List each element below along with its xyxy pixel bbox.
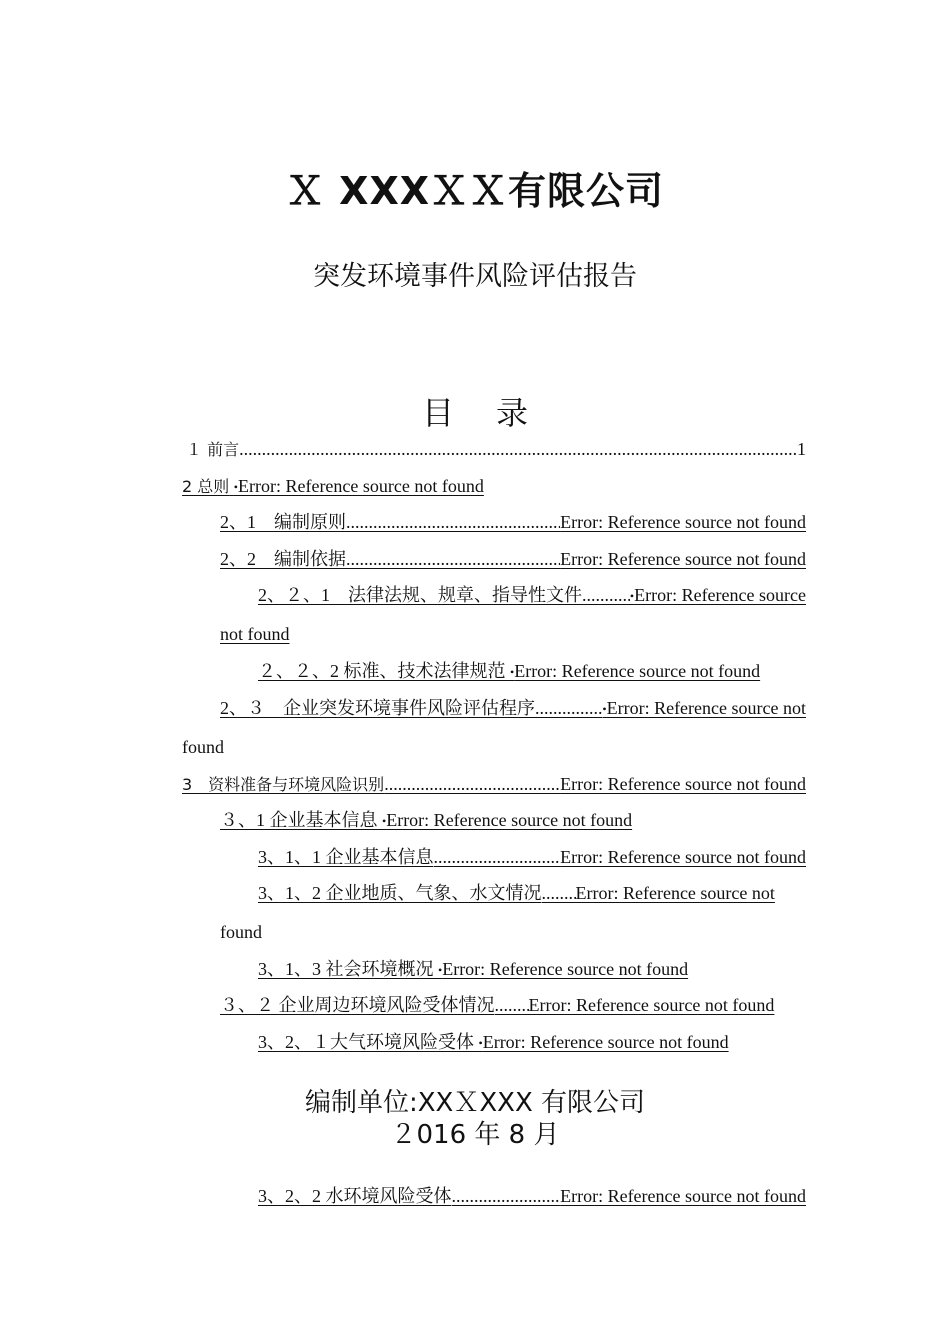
toc-entry[interactable] — [220, 510, 806, 534]
toc-entry-page: Error: Reference source not — [575, 883, 775, 903]
toc-entry[interactable] — [258, 1030, 760, 1055]
toc-entry-label: 2、３ 企业突发环境事件风险评估程序 — [220, 698, 535, 718]
report-date: ２016 年 8 月 — [390, 1120, 560, 1150]
toc-entry-continuation: not found — [220, 624, 290, 644]
toc-entry[interactable] — [258, 1184, 806, 1208]
toc-leader-dots — [452, 1184, 561, 1208]
compiling-unit: 编制单位:XXＸXXX 有限公司 — [304, 1088, 646, 1118]
toc-entry[interactable] — [258, 845, 806, 869]
toc-entry[interactable] — [186, 437, 806, 462]
toc-entry-page: Error: Reference source — [634, 585, 806, 605]
toc-leader-dots — [495, 993, 529, 1017]
toc-leader-dots — [384, 772, 560, 796]
toc-entry-label: 2 总则 — [182, 477, 230, 496]
toc-leader-dots — [434, 845, 561, 869]
toc-entry-page: Error: Reference source not found — [560, 1186, 806, 1206]
company-title: Ｘ XXXＸＸ有限公司 — [285, 169, 665, 213]
toc-entry-page: Error: Reference source not found — [560, 549, 806, 569]
toc-entry-mark: • — [478, 1036, 483, 1050]
toc-entry-page: Error: Reference source not found — [237, 476, 484, 496]
toc-entry-mark: • — [233, 480, 238, 494]
toc-entry[interactable] — [258, 583, 806, 608]
toc-entry-mark: • — [382, 814, 387, 828]
toc-entry[interactable] — [258, 659, 792, 684]
toc-entry[interactable] — [220, 993, 806, 1017]
toc-entry[interactable] — [258, 957, 720, 982]
toc-entry-page: Error: Reference source not found — [528, 995, 775, 1015]
toc-entry-page: Error: Reference source not found — [514, 661, 761, 681]
toc-entry-page: Error: Reference source not found — [442, 959, 689, 979]
toc-entry-page: Error: Reference source not found — [560, 512, 806, 532]
toc-entry-continuation: found — [182, 737, 224, 757]
toc-heading-left: 目 — [421, 394, 454, 432]
toc-entry[interactable] — [220, 808, 660, 833]
toc-entry-label: １ 前言 — [186, 440, 240, 459]
toc-leader-dots — [346, 510, 560, 534]
toc-entry-label: ３、1 企业基本信息 — [220, 810, 378, 830]
toc-entry-continuation: found — [220, 922, 262, 942]
toc-entry[interactable] — [182, 474, 806, 499]
report-title: 突发环境事件风险评估报告 — [313, 261, 637, 292]
toc-entry-label: 2、2 编制依据 — [220, 549, 346, 569]
toc-entry-page: Error: Reference source not found — [560, 774, 806, 794]
toc-entry-label: 3、2、2 水环境风险受体 — [258, 1186, 452, 1206]
toc-entry[interactable] — [258, 881, 806, 905]
toc-entry-mark: • — [510, 665, 515, 679]
toc-leader-dots — [239, 437, 797, 461]
toc-entry-label: 3、1、1 企业基本信息 — [258, 847, 434, 867]
toc-entry-label: 3、1、2 企业地质、气象、水文情况 — [258, 883, 542, 903]
toc-entry[interactable] — [182, 772, 806, 797]
toc-entry-mark: • — [602, 702, 607, 716]
toc-entry-page: 1 — [797, 439, 806, 459]
toc-entry-mark: • — [438, 963, 443, 977]
toc-entry-page: Error: Reference source not found — [560, 847, 806, 867]
toc-entry[interactable] — [220, 696, 806, 721]
toc-entry-label: 2、1 编制原则 — [220, 512, 346, 532]
toc-entry-label: 3、1、3 社会环境概况 — [258, 959, 434, 979]
toc-heading-right: 录 — [496, 394, 529, 432]
toc-heading — [0, 388, 950, 434]
toc-entry-label: 3 资料准备与环境风险识别 — [182, 775, 385, 794]
toc-entry-page: Error: Reference source not found — [386, 810, 633, 830]
toc-entry[interactable] — [220, 547, 806, 571]
toc-leader-dots — [542, 881, 576, 905]
toc-entry-label: ３、２ 企业周边环境风险受体情况 — [220, 995, 495, 1015]
toc-entry-page: Error: Reference source not found — [482, 1032, 729, 1052]
toc-entry-page: Error: Reference source not — [606, 698, 806, 718]
toc-entry-label: ２、２、2 标准、技术法律规范 — [258, 661, 506, 681]
toc-entry-label: 3、2、１大气环境风险受体 — [258, 1032, 474, 1052]
toc-entry-mark: • — [629, 589, 635, 603]
toc-leader-dots — [346, 547, 560, 571]
toc-entry-label: 2、２、1 法律法规、规章、指导性文件 — [258, 585, 582, 605]
